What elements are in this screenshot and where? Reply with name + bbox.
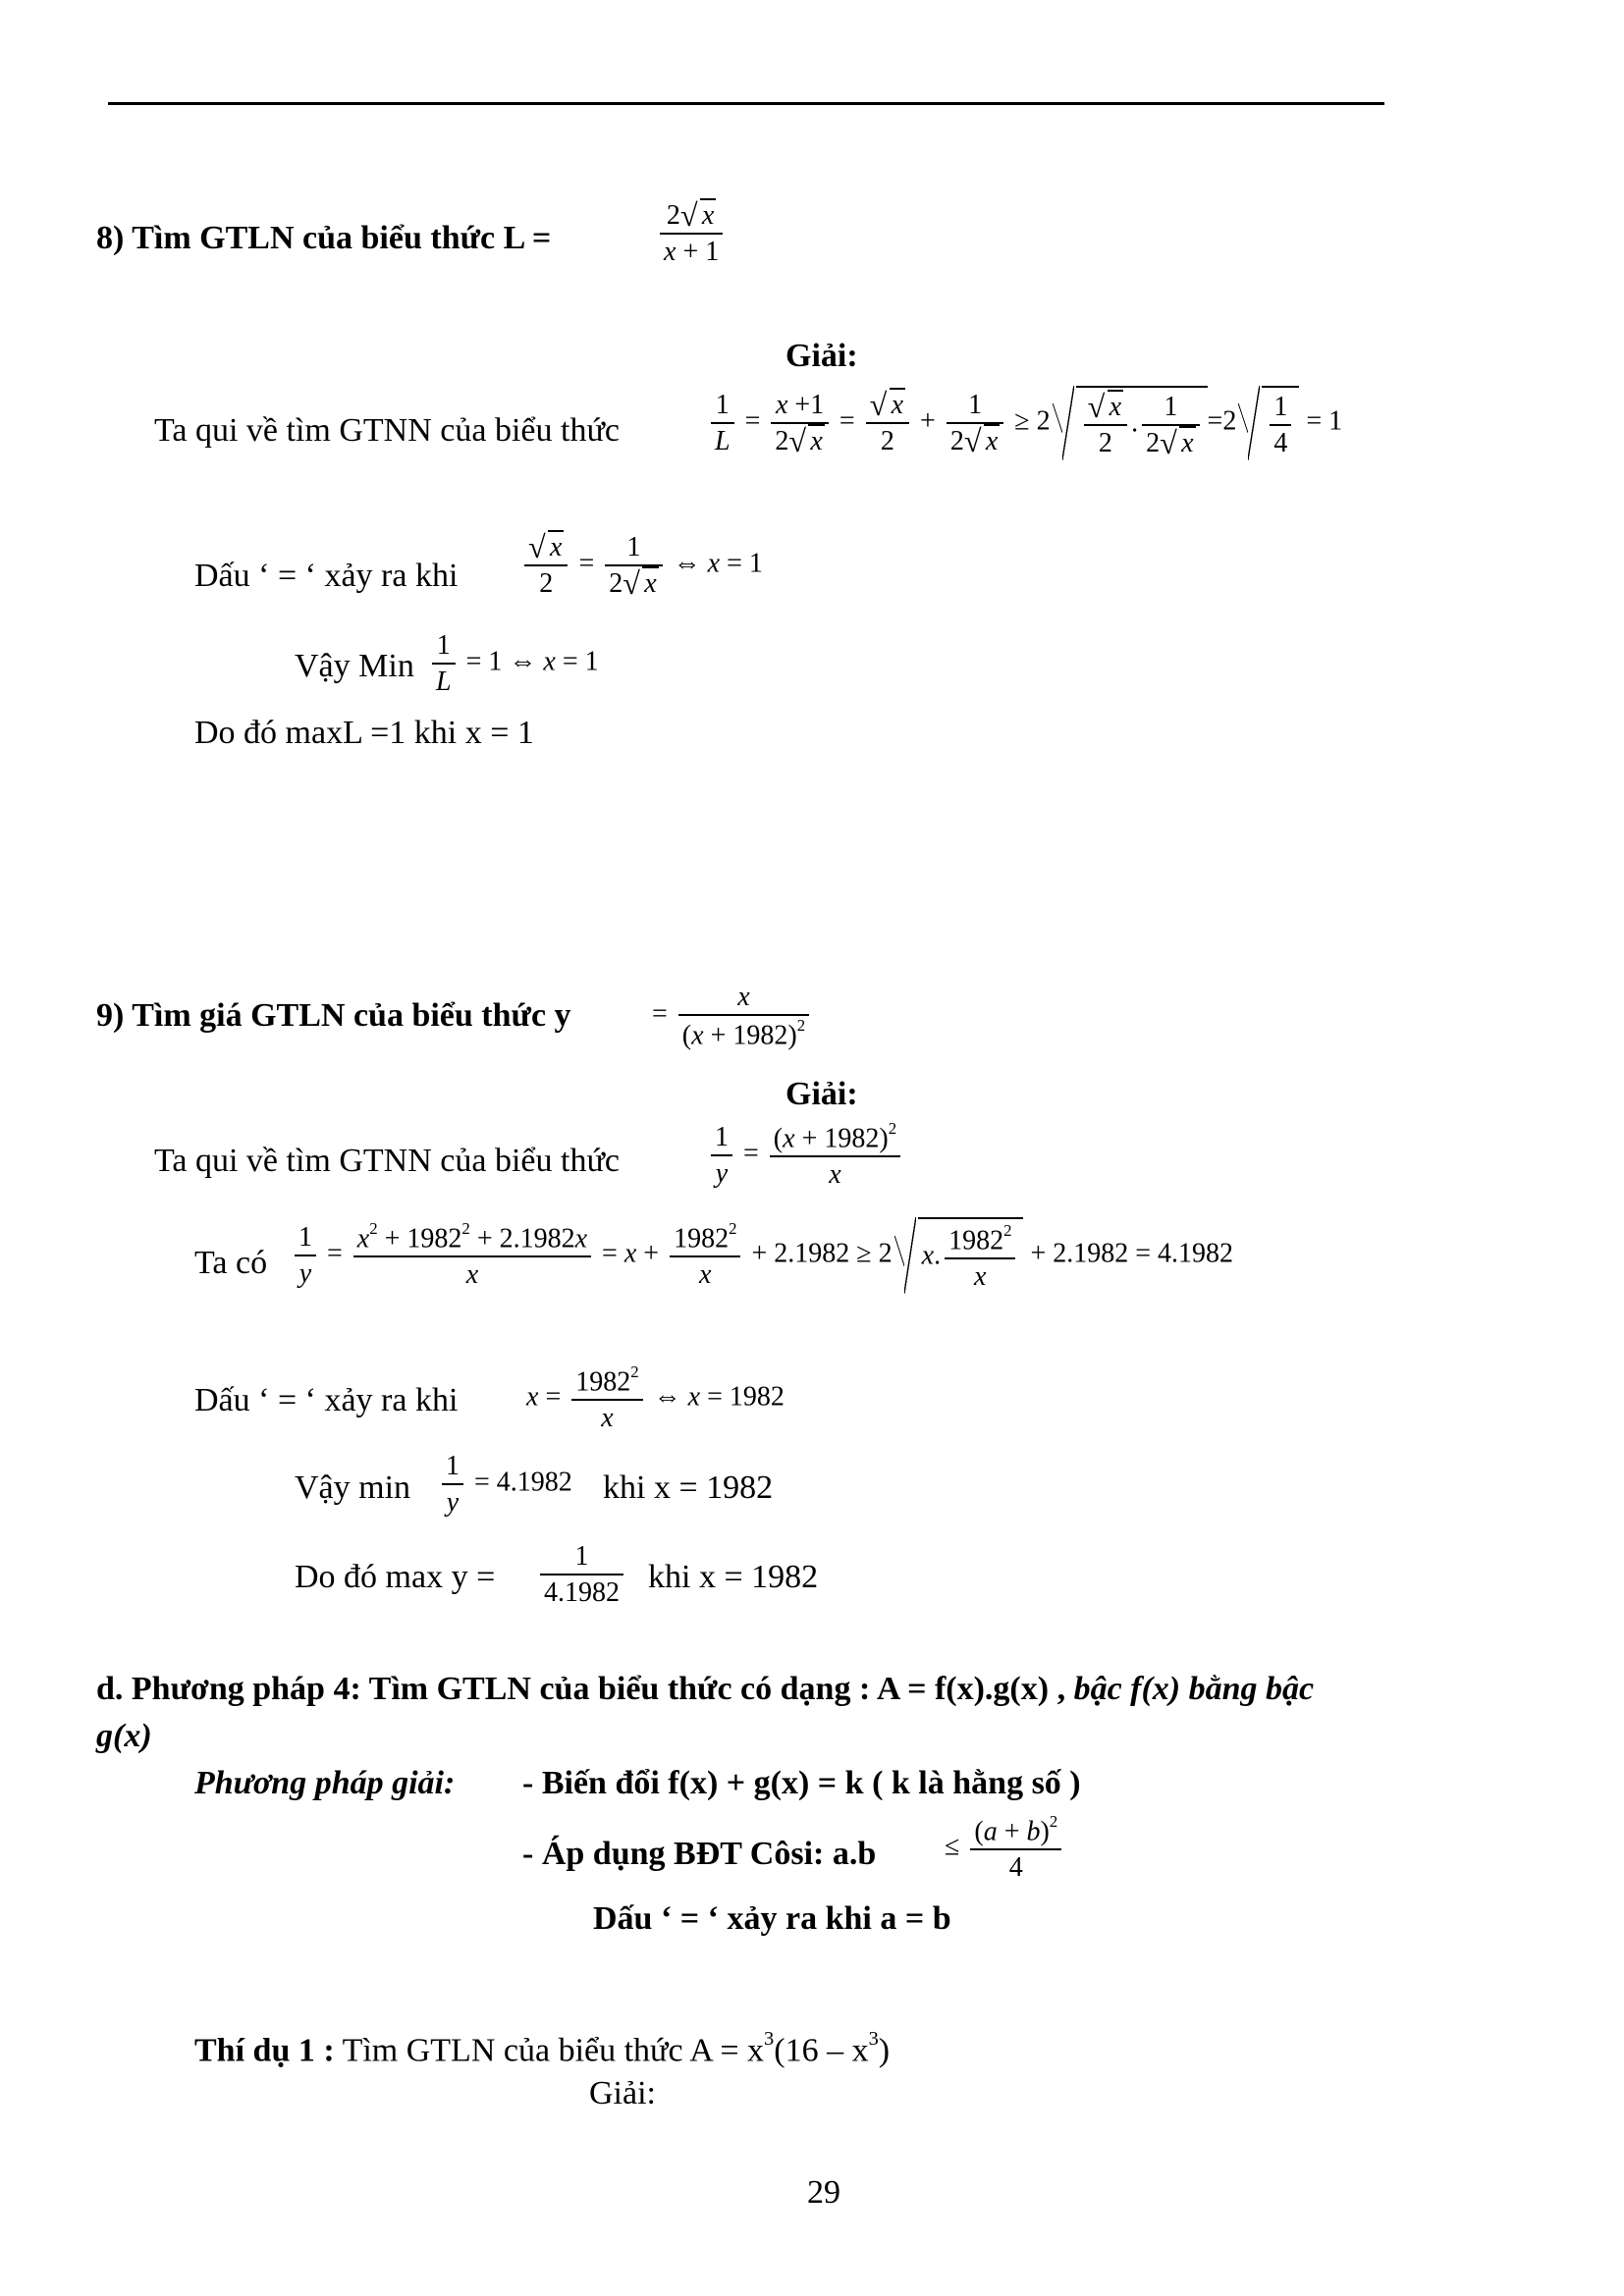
problem-9-min-result: $\frac{1}{y}$ = 4.1982 <box>438 1449 572 1520</box>
problem-9-equality-text: Dấu ‘ = ‘ xảy ra khi <box>194 1382 459 1418</box>
problem-9-dodo-tail: khi x = 1982 <box>648 1559 819 1595</box>
method4-cauchy-formula: ≤ $\frac{(a + b)^2}{4}$ <box>945 1812 1065 1885</box>
problem-8-heading <box>96 220 551 257</box>
problem-9-vay-tail: khi x = 1982 <box>603 1469 774 1506</box>
method4-heading <box>96 1671 1314 1708</box>
problem-8-equality-condition: √ $\frac{x}{2}$ = $\frac{1}{2√ x}$ ⇔ x = 1 <box>520 530 763 601</box>
problem-9-formula-y: = $\frac{x}{(x + 1982)^2}$ <box>652 980 813 1052</box>
problem-9-heading: 9) Tìm giá GTLN của biểu thức y <box>96 997 571 1034</box>
problem-9-vay-text: Vậy min <box>295 1469 411 1506</box>
method4-step1: - Biến đổi f(x) + g(x) = k ( k là hằng số ) <box>522 1765 1081 1801</box>
problem-9-reduce-text: Ta qui về tìm GTNN của biểu thức <box>154 1143 620 1179</box>
method4-step2: - Áp dụng BĐT Côsi: a.b <box>522 1836 877 1872</box>
problem-9-equality-condition: x = $\frac{1982^2}{x}$ ⇔ x = 1982 <box>526 1362 785 1434</box>
page-number: 29 <box>807 2174 840 2211</box>
problem-9-reciprocal: $\frac{1}{y}$ = $\frac{(x + 1982)^2}{x}$ <box>707 1119 904 1192</box>
method4-heading-line2: g(x) <box>96 1718 152 1754</box>
example1-label: Thí dụ 1 : <box>194 2032 335 2069</box>
method4-heading-italic: bậc f(x) bằng bậc <box>1073 1671 1315 1707</box>
problem-9-dodo-text: Do đó max y = <box>295 1559 496 1595</box>
problem-8-vay-text: Vậy Min <box>295 648 414 684</box>
problem-8-heading-text: 8) Tìm GTLN của biểu thức L = <box>96 220 552 256</box>
example1-giai: Giải: <box>589 2075 656 2111</box>
header-rule <box>108 102 1384 105</box>
problem-9-taco-text: Ta có <box>194 1245 268 1281</box>
method4-label: Phương pháp giải: <box>194 1765 456 1801</box>
method4-heading-bold: d. Phương pháp 4: Tìm GTLN của biểu thức có dạng : A = f(x).g(x) , <box>96 1671 1066 1707</box>
problem-8-min-result: $\frac{1}{L}$ = 1 ⇔ x = 1 <box>428 628 599 699</box>
method4-step3: Dấu ‘ = ‘ xảy ra khi a = b <box>593 1900 951 1937</box>
problem-9-max-value: $\frac{1}{4.1982}$ <box>536 1539 627 1610</box>
problem-8-conclusion: Do đó maxL =1 khi x = 1 <box>194 715 534 751</box>
problem-8-reduce-text: Ta qui về tìm GTNN của biểu thức <box>154 412 620 449</box>
problem-8-main-inequality: $\frac{1}{L}$ = $\frac{x +1}{2√ x}$ = √ $\frac{x}{2}$ + $\frac{1}{2√ x}$ ≥ 2 √ $\frac{x}{2}$ . $\frac{1}{2√ x}$ =2 $\frac{1}{4}$ = 1 <box>707 386 1342 460</box>
problem-8-equality-text: Dấu ‘ = ‘ xảy ra khi <box>194 558 459 594</box>
example1-line: Thí dụ 1 : Tìm GTLN của biểu thức $A = x^3(16 - x^3)$ <box>194 2028 891 2069</box>
problem-8-formula-L: $\frac{2√ x}{x + 1}$ <box>656 198 727 269</box>
problem-9-giai: Giải: <box>785 1076 858 1112</box>
problem-9-main-inequality: $\frac{1}{y}$ = $\frac{x^2 + 1982^2 + 2.1982x}{x}$ = x + $\frac{1982^2}{x}$ + 2.1982 ≥ 2 x. $\frac{1982^2}{x}$ + 2.1982 = 4.1982 <box>291 1217 1233 1294</box>
example1-text: Tìm GTLN của biểu thức A = x <box>342 2032 765 2069</box>
problem-8-giai: Giải: <box>785 338 858 374</box>
